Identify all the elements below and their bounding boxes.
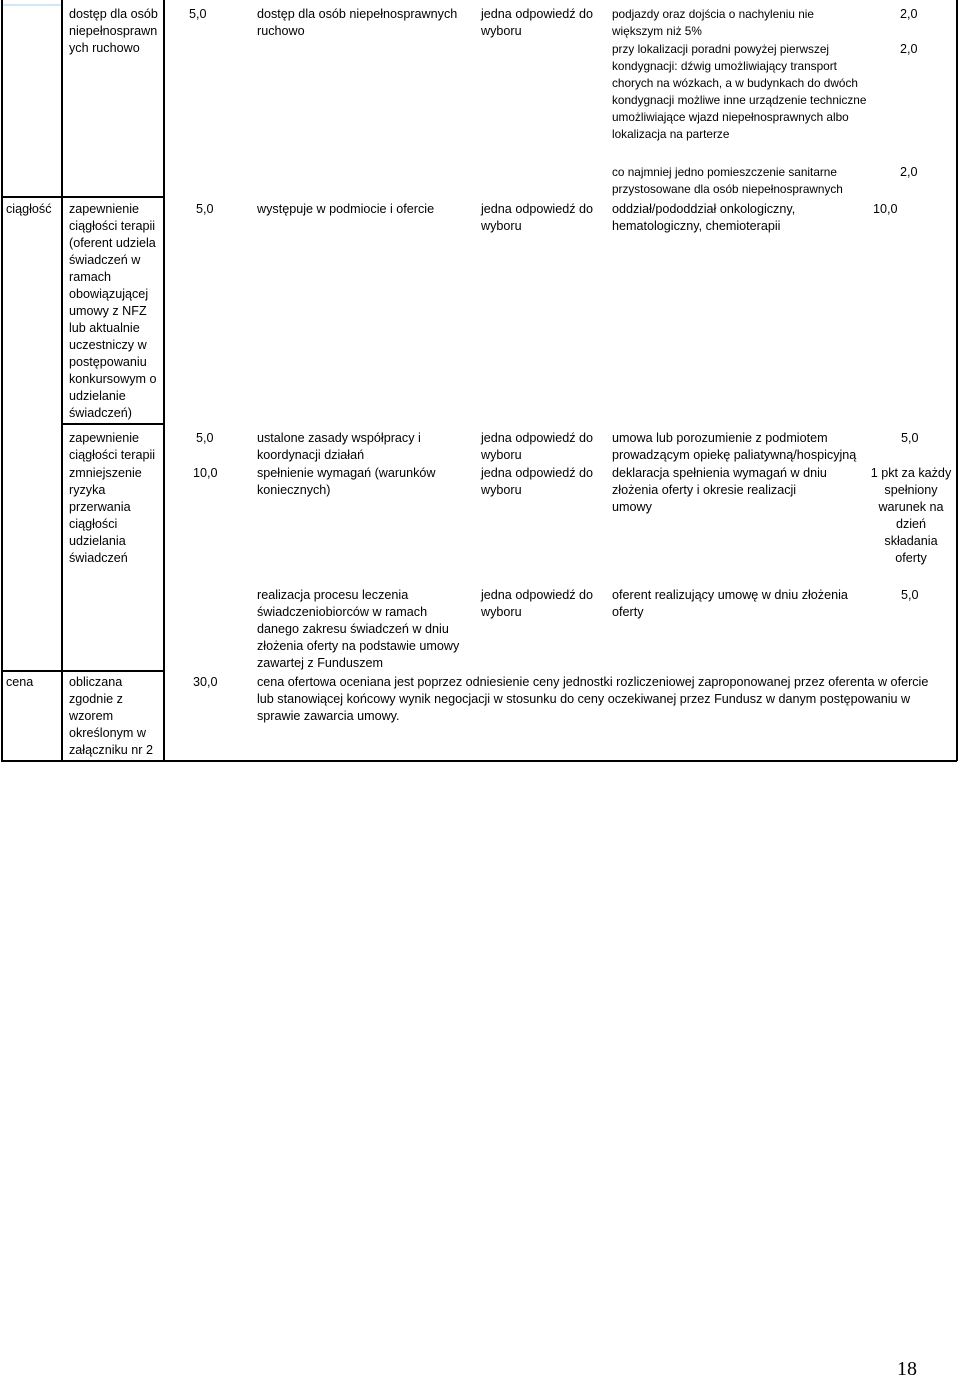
- therapy-option: umowa lub porozumienie z podmiotem prowadzącym opiekę paliatywną/hospicyjną: [612, 431, 857, 462]
- continuity-criterion: ciągłość: [6, 202, 52, 216]
- row-divider-continuity: [1, 196, 163, 198]
- therapy-description: ustalone zasady współpracy i koordynacji działań: [257, 431, 421, 462]
- therapy-subcriterion: zapewnienie ciągłości terapii: [69, 431, 156, 462]
- risk-description: spełnienie wymagań (warunków koniecznych): [257, 466, 436, 497]
- continuity-option: oddział/pododdział onkologiczny, hematologiczny, chemioterapii: [612, 202, 796, 233]
- therapy-points: 5,0: [901, 431, 919, 445]
- table-right-border: [956, 0, 958, 761]
- access-weight: 5,0: [189, 7, 207, 21]
- risk-subcriterion: zmniejszenie ryzyka przerwania ciągłości udzielania świadczeń: [69, 466, 142, 565]
- page-number: 18: [897, 1358, 917, 1380]
- access-subcriterion: dostęp dla osób niepełnosprawn ych ruchowo: [69, 7, 158, 55]
- access-option-2: przy lokalizacji poradni powyżej pierwszej kondygnacji: dźwig umożliwiający transport chorych na wózkach, a w budynkach do dwóch kondygnacji możliwe inne urządzenie techniczne umożliwiające wjazd niepełnosprawnych albo lokalizacja na parterze: [612, 42, 867, 141]
- access-option-1: podjazdy oraz dojścia o nachyleniu nie większym niż 5%: [612, 7, 814, 38]
- price-weight: 30,0: [193, 675, 218, 689]
- risk-points: 1 pkt za każdy spełniony warunek na dzień składania oferty: [870, 466, 952, 565]
- realization-answer-type: jedna odpowiedź do wyboru: [481, 588, 594, 619]
- realization-description: realizacja procesu leczenia świadczeniobiorców w ramach danego zakresu świadczeń w dniu złożenia oferty na podstawie umowy zawartej z Funduszem: [257, 588, 460, 670]
- access-option-1-points: 2,0: [900, 7, 918, 21]
- table-bottom-border: [1, 760, 957, 762]
- access-option-3: co najmniej jedno pomieszczenie sanitarne przystosowane dla osób niepełnosprawnych: [612, 165, 843, 196]
- access-answer-type: jedna odpowiedź do wyboru: [481, 7, 594, 38]
- risk-option: deklaracja spełnienia wymagań w dniu złożenia oferty i okresie realizacji umowy: [612, 466, 827, 514]
- price-criterion: cena: [6, 675, 34, 689]
- access-option-3-points: 2,0: [900, 165, 918, 179]
- therapy-weight: 5,0: [196, 431, 214, 445]
- row-divider-price: [1, 670, 163, 672]
- continuity-points: 10,0: [873, 202, 898, 216]
- continuity-subcriterion: zapewnienie ciągłości terapii (oferent udziela świadczeń w ramach obowiązującej umowy z NFZ lub aktualnie uczestniczy w postępowaniu konkursowym o udzielanie świadczeń): [69, 202, 157, 420]
- price-description: cena ofertowa oceniana jest poprzez odniesienie ceny jednostki rozliczeniowej zaproponowanej przez oferenta w ofercie lub stanowiącej końcowy wynik negocjacji w stosunku do ceny oczekiwanej przez Fundusz w danym postępowaniu w sprawie zawarcia umowy.: [257, 675, 929, 723]
- continuity-weight: 5,0: [196, 202, 214, 216]
- price-subcriterion: obliczana zgodnie z wzorem określonym w załączniku nr 2: [69, 675, 153, 757]
- access-option-2-points: 2,0: [900, 42, 918, 56]
- col-divider-2: [163, 0, 165, 761]
- row-divider-therapy: [62, 423, 164, 425]
- col-divider-1: [61, 0, 63, 761]
- access-description: dostęp dla osób niepełnosprawnych ruchowo: [257, 7, 458, 38]
- continuity-answer-type: jedna odpowiedź do wyboru: [481, 202, 594, 233]
- therapy-answer-type: jedna odpowiedź do wyboru: [481, 431, 594, 462]
- realization-option: oferent realizujący umowę w dniu złożenia oferty: [612, 588, 848, 619]
- realization-points: 5,0: [901, 588, 919, 602]
- risk-weight: 10,0: [193, 466, 218, 480]
- table-top-edge: [1, 4, 61, 6]
- table-left-border: [1, 0, 3, 761]
- risk-answer-type: jedna odpowiedź do wyboru: [481, 466, 594, 497]
- continuity-description: występuje w podmiocie i ofercie: [257, 202, 435, 216]
